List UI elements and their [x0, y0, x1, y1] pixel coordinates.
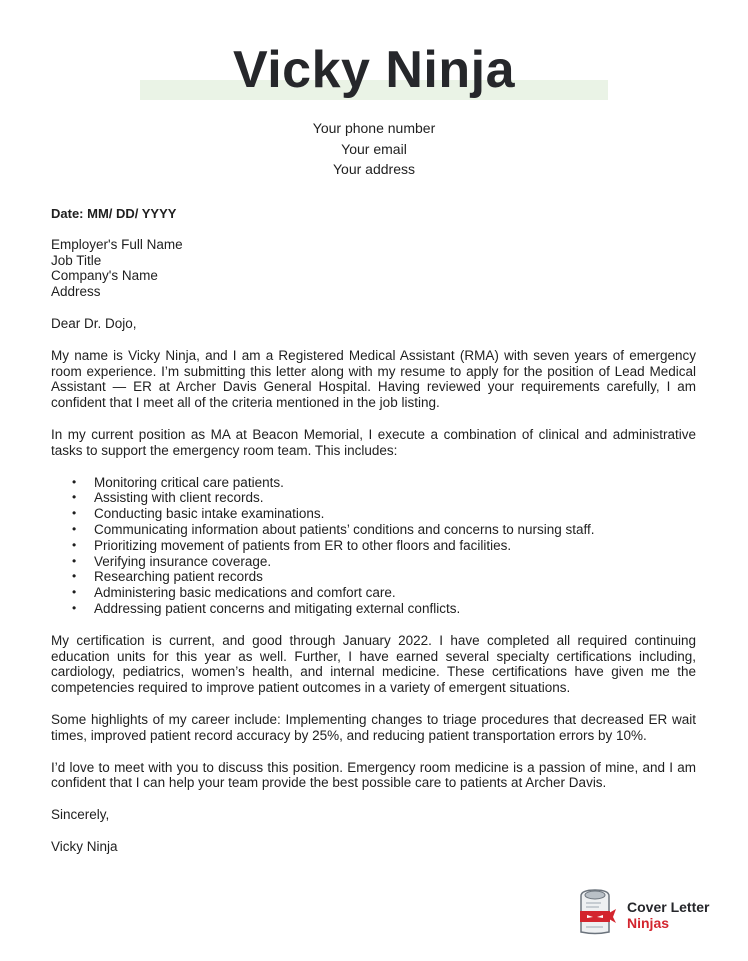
list-item: • Assisting with client records. — [51, 490, 696, 506]
list-item: • Monitoring critical care patients. — [51, 475, 696, 491]
paragraph-certification: My certification is current, and good through January 2022. I have completed all required continuing education units for this year as well. Further, I have earned several specialty certifications including, cardiology, pediatrics, women’s health, and internal medicine. These certifications have given me the competencies required to improve patient outcomes in a variety of emergent situations. — [51, 632, 696, 696]
employer-title: Job Title — [51, 252, 102, 268]
letter-body — [51, 206, 696, 855]
list-item: • Conducting basic intake examinations. — [51, 506, 696, 522]
logo-line-1: Cover Letter — [627, 898, 710, 915]
employer-company: Company's Name — [51, 268, 158, 284]
paragraph-closing: I’d love to meet with you to discuss this position. Emergency room medicine is a passion of mine, and I am confident that I can help your team provide the best possible care to patients at Archer Davis. — [51, 759, 696, 791]
contact-email: Your email — [341, 140, 407, 157]
paragraph-current-position: In my current position as MA at Beacon Memorial, I execute a combination of clinical and administrative tasks to support the emergency room team. This includes: — [51, 426, 696, 458]
list-item: • Researching patient records — [51, 569, 696, 585]
salutation: Dear Dr. Dojo, — [51, 315, 137, 331]
contact-phone: Your phone number — [312, 120, 436, 136]
list-item: • Addressing patient concerns and mitigating external conflicts. — [51, 601, 696, 617]
duties-list — [51, 475, 696, 617]
closing: Sincerely, — [51, 807, 110, 823]
paragraph-intro: My name is Vicky Ninja, and I am a Registered Medical Assistant (RMA) with seven years of emergency room experience. I’m submitting this letter along with my resume to apply for the position of Lead Medical Assistant — ER at Archer Davis General Hospital. Having reviewed your requirements carefully, I am confident that I meet all of the criteria mentioned in the job listing. — [51, 347, 696, 411]
list-item: • Administering basic medications and comfort care. — [51, 585, 696, 601]
ninja-scroll-icon — [575, 888, 617, 941]
employer-address: Address — [51, 284, 101, 300]
contact-address: Your address — [333, 161, 415, 177]
paragraph-highlights: Some highlights of my career include: Implementing changes to triage procedures that decreased ER wait times, improved patient record accuracy by 25%, and reducing patient transportation errors by 10%. — [51, 711, 696, 743]
contact-block — [0, 118, 748, 180]
applicant-name: Vicky Ninja — [232, 41, 516, 99]
logo-line-2: Ninjas — [627, 914, 670, 931]
letter-date: Date: MM/ DD/ YYYY — [51, 206, 177, 221]
employer-name: Employer's Full Name — [51, 236, 183, 252]
employer-block — [51, 237, 696, 300]
cover-letter-ninjas-logo — [575, 888, 709, 941]
list-item: • Communicating information about patients’ conditions and concerns to nursing staff. — [51, 522, 696, 538]
signature: Vicky Ninja — [51, 838, 118, 854]
list-item: • Prioritizing movement of patients from ER to other floors and facilities. — [51, 538, 696, 554]
list-item: • Verifying insurance coverage. — [51, 554, 696, 570]
